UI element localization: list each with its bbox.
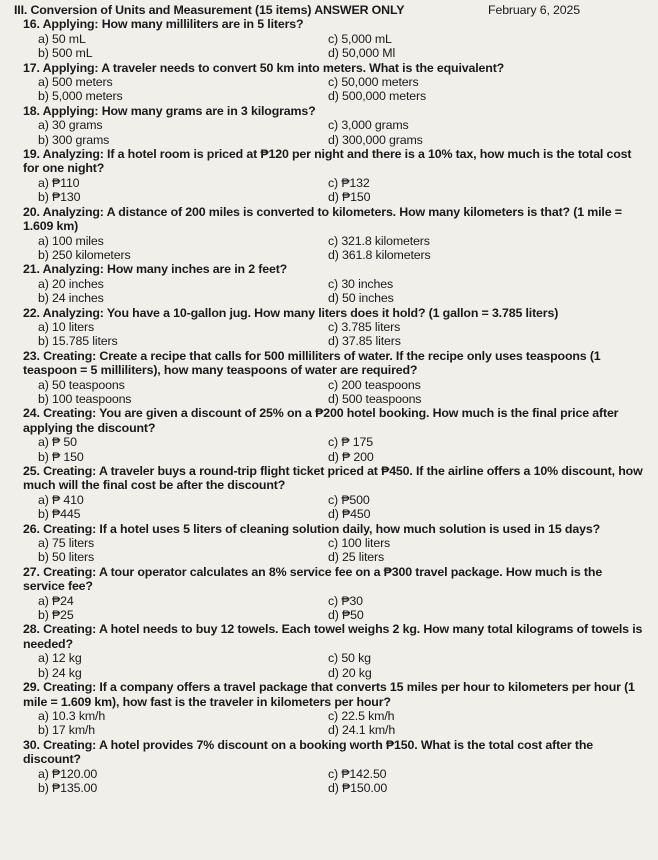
question-list: [14, 17, 644, 795]
option-d: d) 300,000 grams: [328, 132, 423, 147]
question-item: [14, 17, 644, 60]
question-item: [14, 104, 644, 147]
answer-options: [14, 435, 644, 464]
option-b: b) ₱ 150: [38, 449, 84, 464]
question-text: Creating: A tour operator calculates an 8% service fee on a ₱300 travel package. How much is the service fee?: [23, 564, 603, 594]
option-c: c) 3,000 grams: [328, 118, 409, 133]
question-item: [14, 622, 644, 680]
option-a: a) ₱110: [38, 175, 80, 190]
option-d: d) ₱150.00: [328, 780, 388, 795]
question-number: 16.: [23, 17, 40, 32]
option-c: c) 50,000 meters: [328, 75, 419, 90]
option-c: c) 100 liters: [328, 536, 391, 551]
section-title: III. Conversion of Units and Measurement (15 items) ANSWER ONLY: [14, 3, 405, 17]
option-c: c) ₱ 175: [328, 435, 373, 450]
option-d: d) 25 liters: [328, 550, 385, 565]
option-d: d) 50 inches: [328, 291, 394, 306]
question-text: Creating: A traveler buys a round-trip flight ticket priced at ₱450. If the airline offers a 10% discount, how much will the final cost be after the discount?: [23, 464, 643, 493]
question-item: [14, 147, 644, 205]
answer-options: [14, 651, 644, 680]
question-number: 21.: [23, 262, 40, 277]
question-stem: [14, 406, 644, 435]
answer-options: [14, 234, 644, 263]
question-number: 17.: [23, 60, 40, 75]
answer-options: [14, 118, 644, 147]
question-stem: [14, 262, 644, 276]
answer-options: [14, 493, 644, 522]
option-a: a) 100 miles: [38, 233, 104, 248]
question-item: [14, 738, 644, 796]
question-stem: [14, 61, 644, 75]
option-a: a) 12 kg: [38, 651, 82, 666]
question-text: Analyzing: You have a 10-gallon jug. How many liters does it hold? (1 gallon = 3.785 liters): [42, 305, 559, 320]
option-a: a) 50 mL: [38, 31, 86, 46]
option-d: d) 50,000 Ml: [328, 46, 396, 61]
option-c: c) 30 inches: [328, 276, 394, 291]
question-stem: [14, 147, 644, 176]
question-text: Applying: How many grams are in 3 kilograms?: [42, 103, 316, 118]
option-d: d) 361.8 kilometers: [328, 247, 431, 262]
question-text: Creating: A hotel provides 7% discount on a booking worth ₱150. What is the total cost after the discount?: [23, 737, 593, 767]
question-item: [14, 262, 644, 305]
question-text: Creating: Create a recipe that calls for 500 milliliters of water. If the recipe only uses teaspoons (1 teaspoon = 5 milliliters), how many teaspoons of water are required?: [23, 348, 601, 378]
question-text: Applying: How many milliliters are in 5 liters?: [42, 17, 304, 32]
question-text: Creating: A hotel needs to buy 12 towels. Each towel weighs 2 kg. How many total kilograms of towels is needed?: [23, 622, 643, 651]
question-number: 24.: [23, 406, 40, 421]
question-item: [14, 349, 644, 407]
question-stem: [14, 522, 644, 536]
option-c: c) 3.785 liters: [328, 319, 401, 334]
question-stem: [14, 205, 644, 234]
option-d: d) 20 kg: [328, 665, 372, 680]
option-d: d) 500,000 meters: [328, 89, 427, 104]
option-b: b) ₱25: [38, 608, 74, 623]
worksheet-header: [14, 3, 644, 17]
answer-options: [14, 320, 644, 349]
question-text: Analyzing: If a hotel room is priced at ₱120 per night and there is a 10% tax, how much is the total cost for one night?: [23, 147, 632, 176]
question-item: [14, 464, 644, 522]
question-stem: [14, 104, 644, 118]
answer-options: [14, 378, 644, 407]
question-number: 28.: [23, 622, 40, 637]
option-d: d) 24.1 km/h: [328, 723, 396, 738]
question-stem: [14, 738, 644, 767]
option-d: d) ₱ 200: [328, 449, 374, 464]
question-item: [14, 565, 644, 623]
option-b: b) 300 grams: [38, 132, 110, 147]
option-c: c) 5,000 mL: [328, 31, 392, 46]
option-b: b) 250 kilometers: [38, 247, 131, 262]
option-d: d) 500 teaspoons: [328, 391, 422, 406]
question-item: [14, 522, 644, 565]
answer-options: [14, 75, 644, 104]
option-c: c) ₱142.50: [328, 766, 387, 781]
option-b: b) ₱445: [38, 507, 81, 522]
option-a: a) 10.3 km/h: [38, 708, 106, 723]
question-number: 22.: [23, 305, 40, 320]
option-a: a) ₱24: [38, 593, 74, 608]
answer-options: [14, 767, 644, 796]
option-d: d) ₱150: [328, 190, 371, 205]
question-stem: [14, 622, 644, 651]
option-a: a) 500 meters: [38, 75, 113, 90]
answer-options: [14, 594, 644, 623]
option-a: a) 50 teaspoons: [38, 377, 125, 392]
question-text: Creating: If a company offers a travel package that converts 15 miles per hour to kilometers per hour (1 mile = 1.609 km), how fast is the traveler in kilometers per hour?: [23, 680, 635, 709]
option-c: c) ₱500: [328, 492, 370, 507]
option-a: a) 10 liters: [38, 319, 95, 334]
question-stem: [14, 680, 644, 709]
answer-options: [14, 709, 644, 738]
question-item: [14, 406, 644, 464]
question-item: [14, 680, 644, 738]
answer-options: [14, 32, 644, 61]
question-text: Analyzing: How many inches are in 2 feet?: [42, 262, 288, 277]
question-number: 26.: [23, 521, 40, 536]
question-item: [14, 306, 644, 349]
question-number: 20.: [23, 204, 40, 219]
question-number: 30.: [23, 737, 40, 752]
option-b: b) ₱135.00: [38, 780, 98, 795]
option-a: a) ₱ 50: [38, 435, 77, 450]
question-number: 25.: [23, 464, 40, 478]
question-item: [14, 205, 644, 263]
option-c: c) 200 teaspoons: [328, 377, 421, 392]
option-a: a) ₱ 410: [38, 492, 84, 507]
option-c: c) 22.5 km/h: [328, 708, 395, 723]
option-b: b) 24 inches: [38, 291, 104, 306]
option-a: a) 20 inches: [38, 276, 104, 291]
question-stem: [14, 349, 644, 378]
answer-options: [14, 176, 644, 205]
question-number: 18.: [23, 103, 40, 118]
question-number: 19.: [23, 147, 40, 162]
option-c: c) ₱132: [328, 175, 370, 190]
question-text: Applying: A traveler needs to convert 50 km into meters. What is the equivalent?: [42, 60, 505, 75]
option-c: c) 321.8 kilometers: [328, 233, 430, 248]
option-d: d) ₱50: [328, 608, 364, 623]
question-number: 29.: [23, 680, 40, 695]
answer-options: [14, 277, 644, 306]
question-text: Creating: You are given a discount of 25% on a ₱200 hotel booking. How much is the final price after applying the discount?: [23, 406, 619, 435]
option-a: a) 75 liters: [38, 536, 95, 551]
answer-options: [14, 536, 644, 565]
question-text: Creating: If a hotel uses 5 liters of cleaning solution daily, how much solution is used in 15 days?: [43, 521, 600, 536]
question-stem: [14, 17, 644, 31]
option-b: b) 24 kg: [38, 665, 82, 680]
question-stem: [14, 464, 644, 493]
option-c: c) 50 kg: [328, 651, 371, 666]
option-b: b) 5,000 meters: [38, 89, 123, 104]
option-a: a) 30 grams: [38, 118, 103, 133]
option-a: a) ₱120.00: [38, 766, 98, 781]
date: February 6, 2025: [488, 3, 580, 17]
option-b: b) 15.785 liters: [38, 334, 118, 349]
question-item: [14, 61, 644, 104]
question-stem: [14, 565, 644, 594]
question-stem: [14, 306, 644, 320]
question-number: 27.: [23, 564, 40, 579]
option-b: b) 500 mL: [38, 46, 93, 61]
option-b: b) 50 liters: [38, 550, 95, 565]
question-number: 23.: [23, 348, 40, 363]
option-b: b) 100 teaspoons: [38, 391, 132, 406]
option-d: d) ₱450: [328, 507, 371, 522]
question-text: Analyzing: A distance of 200 miles is converted to kilometers. How many kilometers is that? (1 mile = 1.609 km): [23, 204, 622, 234]
option-b: b) 17 km/h: [38, 723, 96, 738]
option-b: b) ₱130: [38, 190, 81, 205]
option-d: d) 37.85 liters: [328, 334, 401, 349]
option-c: c) ₱30: [328, 593, 363, 608]
